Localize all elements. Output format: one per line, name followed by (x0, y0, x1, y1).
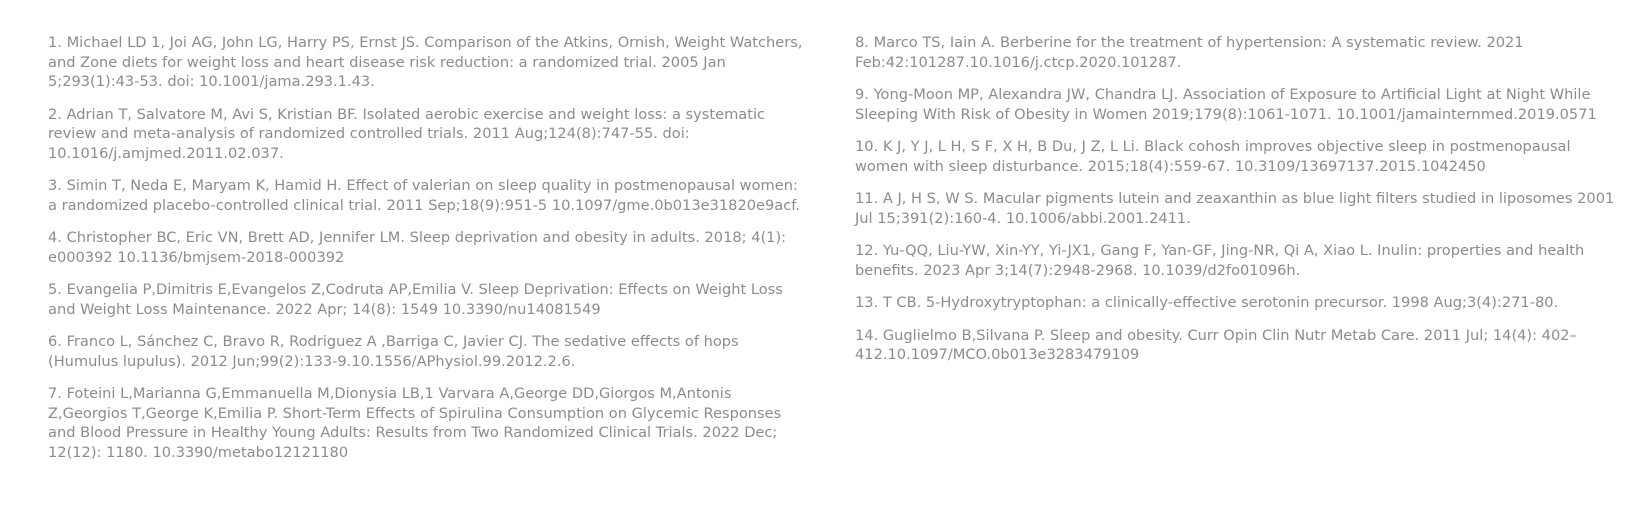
reference-10: 10. K J, Y J, L H, S F, X H, B Du, J Z, L Li. Black cohosh improves objective sleep in postmenopausal women with sleep disturbance. 2015;18(4):559-67. 10.3109/13697137.2015.1042450 (855, 138, 1571, 175)
reference-4: 4. Christopher BC, Eric VN, Brett AD, Jennifer LM. Sleep deprivation and obesity in adults. 2018; 4(1): e000392 10.1136/bmjsem-2018-000392 (48, 229, 787, 266)
reference-7: 7. Foteini L,Marianna G,Emmanuella M,Dionysia LB,1 Varvara A,George DD,Giorgos M,Antonis Z,Georgios T,George K,Emilia P. Short-Term Effects of Spirulina Consumption on Glycemic Responses and Blood Pressure in Healthy Young Adults: Results from Two Randomized Clinical Trials. 2022 Dec; 12(12): 1180. 10.3390/metabo12121180 (48, 385, 782, 461)
reference-3: 3. Simin T, Neda E, Maryam K, Hamid H. Effect of valerian on sleep quality in postmenopausal women: a randomized placebo-controlled clinical trial. 2011 Sep;18(9):951-5 10.1097/gme.0b013e31820e9acf. (48, 177, 800, 214)
reference-1: 1. Michael LD 1, Joi AG, John LG, Harry PS, Ernst JS. Comparison of the Atkins, Ornish, Weight Watchers, and Zone diets for weight loss and heart disease risk reduction: a randomized trial. 2005 Jan 5;293(1):43-53. doi: 10.1001/jama.293.1.43. (48, 34, 803, 90)
reference-12: 12. Yu-QQ, Liu-YW, Xin-YY, Yi-JX1, Gang F, Yan-GF, Jing-NR, Qi A, Xiao L. Inulin: properties and health benefits. 2023 Apr 3;14(7):2948-2968. 10.1039/d2fo01096h. (855, 242, 1585, 279)
reference-11: 11. A J, H S, W S. Macular pigments lutein and zeaxanthin as blue light filters studied in liposomes 2001 Jul 15;391(2):160-4. 10.1006/abbi.2001.2411. (855, 190, 1615, 227)
reference-2: 2. Adrian T, Salvatore M, Avi S, Kristian BF. Isolated aerobic exercise and weight loss: a systematic review and meta-analysis of randomized controlled trials. 2011 Aug;124(8):747-55. doi: 10.1016/j.amjmed.2011.02.037. (48, 105, 766, 162)
reference-6: 6. Franco L, Sánchez C, Bravo R, Rodriguez A ,Barriga C, Javier CJ. The sedative effects of hops (Humulus lupulus). 2012 Jun;99(2):133-9.10.1556/APhysiol.99.2012.2.6. (48, 333, 739, 370)
reference-column-right (855, 33, 1625, 378)
reference-8: 8. Marco TS, Iain A. Berberine for the treatment of hypertension: A systematic review. 2021 Feb:42:101287.10.1016/j.ctcp.2020.101287. (855, 34, 1524, 71)
reference-13: 13. T CB. 5-Hydroxytryptophan: a clinically-effective serotonin precursor. 1998 Aug;3(4):271-80. (855, 294, 1559, 311)
reference-9: 9. Yong-Moon MP, Alexandra JW, Chandra LJ. Association of Exposure to Artificial Light at Night While Sleeping With Risk of Obesity in Women 2019;179(8):1061-1071. 10.1001/jamainternmed.2019.0571 (855, 86, 1597, 123)
reference-column-left (48, 33, 808, 475)
reference-14: 14. Guglielmo B,Silvana P. Sleep and obesity. Curr Opin Clin Nutr Metab Care. 2011 Jul; 14(4): 402–412.10.1097/MCO.0b013e3283479109 (855, 326, 1577, 363)
reference-5: 5. Evangelia P,Dimitris E,Evangelos Z,Codruta AP,Emilia V. Sleep Deprivation: Effects on Weight Loss and Weight Loss Maintenance. 2022 Apr; 14(8): 1549 10.3390/nu14081549 (48, 281, 783, 318)
